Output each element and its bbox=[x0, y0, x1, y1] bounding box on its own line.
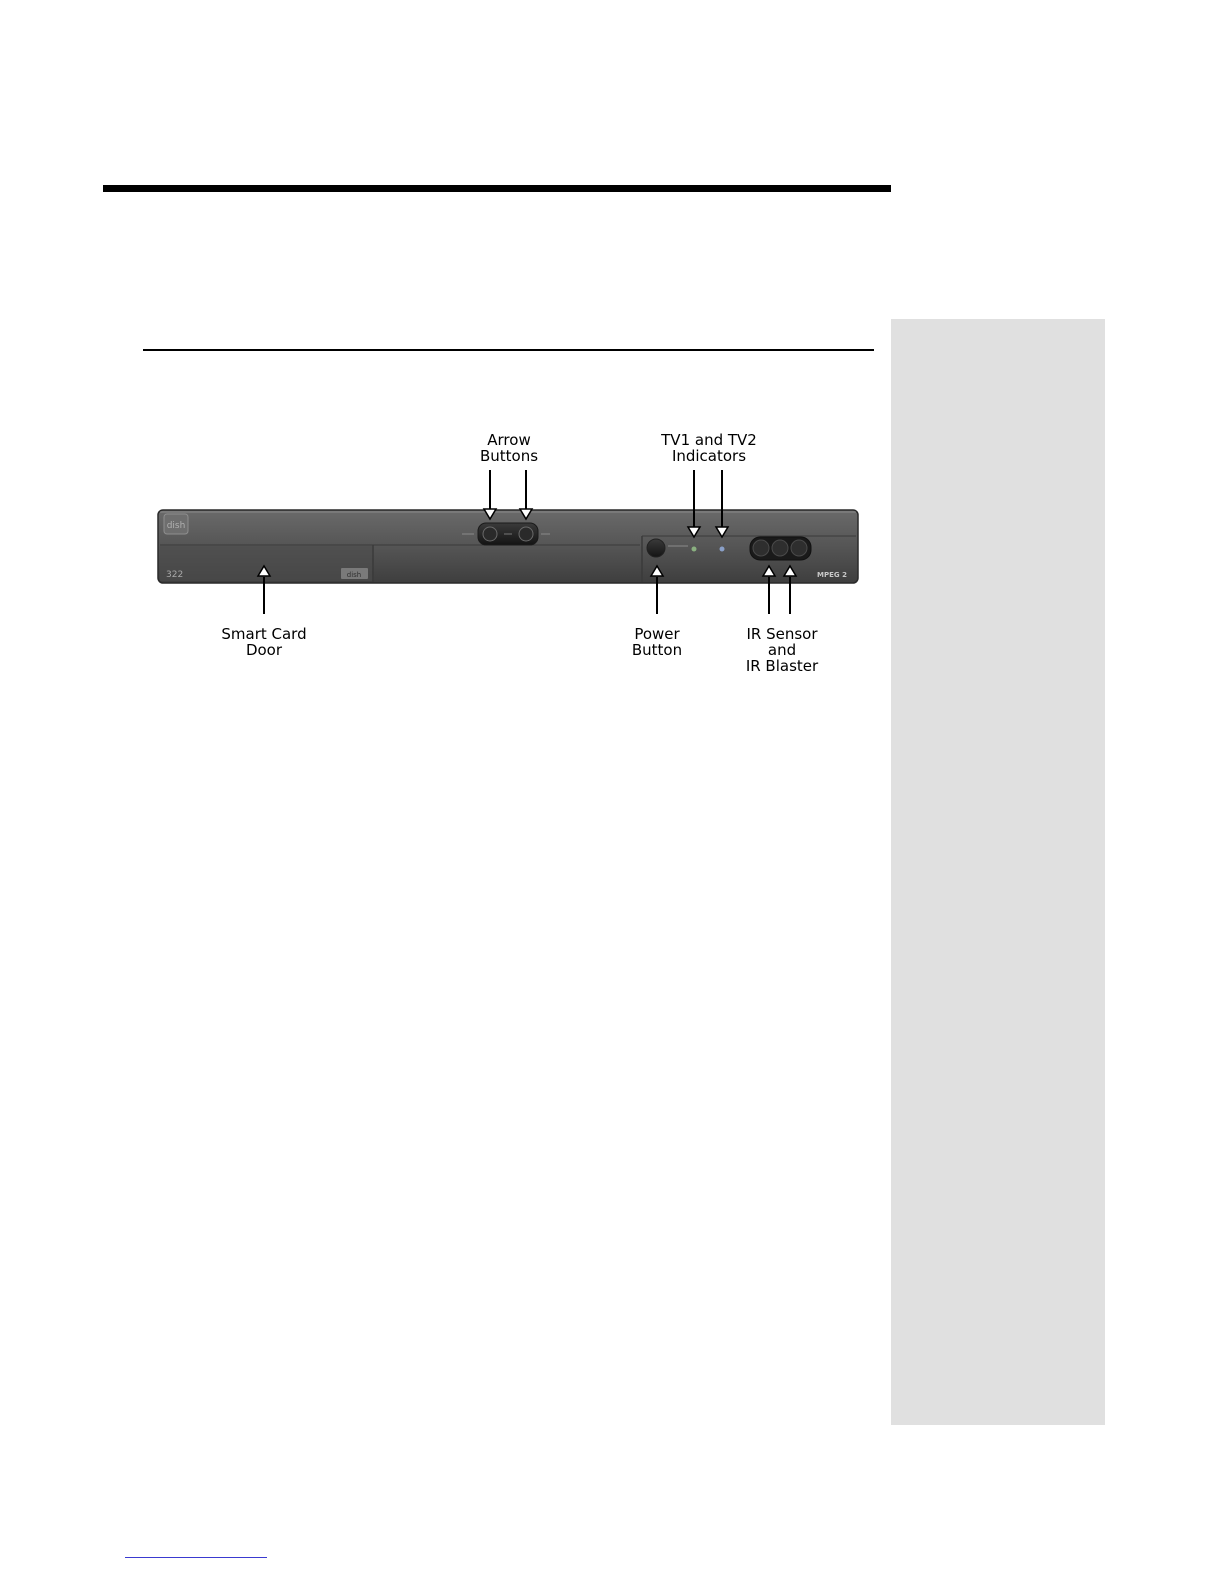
left-arrow-button[interactable] bbox=[483, 527, 497, 541]
power-button[interactable] bbox=[647, 539, 665, 557]
tv2-indicator bbox=[720, 547, 725, 552]
footer-link-underline[interactable] bbox=[125, 1557, 267, 1558]
right-arrow-button[interactable] bbox=[519, 527, 533, 541]
receiver-front-panel-diagram bbox=[0, 0, 1224, 720]
model-number: 322 bbox=[166, 570, 184, 580]
callout-line: Arrow bbox=[487, 431, 531, 449]
callout-line: Smart Card bbox=[221, 625, 307, 643]
callout-line: IR Sensor bbox=[746, 625, 818, 643]
dvr-logo-text: dish bbox=[346, 571, 362, 579]
callout-line: Button bbox=[631, 641, 683, 659]
tv1-indicator bbox=[692, 547, 697, 552]
callout-line: IR Blaster bbox=[745, 657, 819, 675]
ir-sensor-blaster bbox=[750, 537, 811, 560]
brand-logo-text: dish bbox=[166, 521, 186, 531]
callout-line: Buttons bbox=[479, 447, 539, 465]
brand-logo bbox=[164, 514, 188, 534]
callout-line: and bbox=[767, 641, 797, 659]
mpeg-badge: MPEG 2 bbox=[817, 571, 847, 579]
callout-line: Door bbox=[245, 641, 283, 659]
callout-line: Indicators bbox=[671, 447, 747, 465]
callout-line: Power bbox=[634, 625, 680, 643]
callout-line: TV1 and TV2 bbox=[661, 431, 757, 449]
